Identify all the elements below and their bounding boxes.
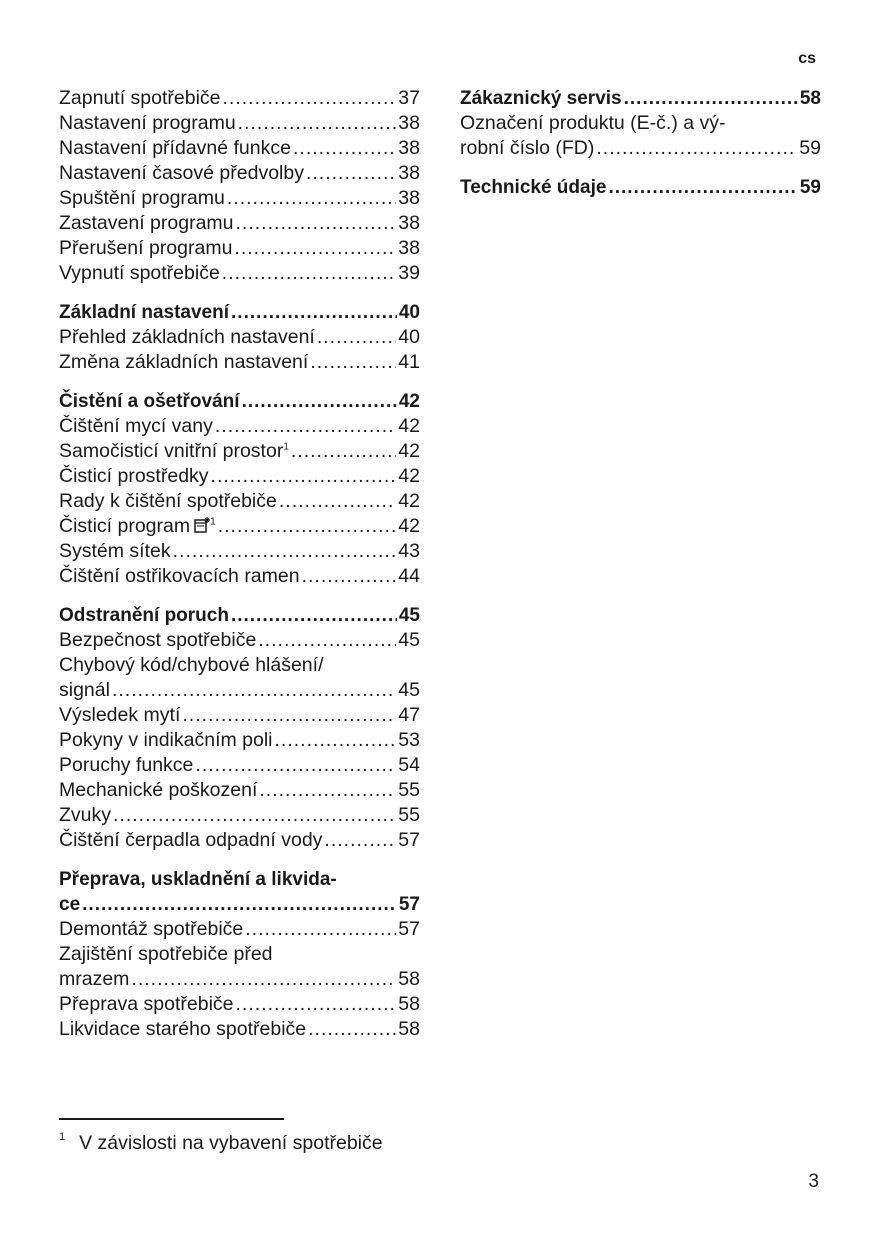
toc-entry-title: [59, 778, 257, 803]
toc-entry[interactable]: [59, 728, 420, 753]
toc-section: [59, 603, 420, 853]
toc-heading-title-text: Odstranění poruch: [59, 605, 229, 626]
dot-leader: [236, 992, 397, 1017]
language-code: cs: [798, 50, 816, 67]
toc-heading-title: [59, 389, 240, 414]
toc-entry-page-number: 44: [398, 565, 420, 587]
toc-section: [59, 867, 420, 1042]
toc-entry[interactable]: [59, 564, 420, 589]
toc-entry[interactable]: [59, 803, 420, 828]
toc-entry-page-number: 38: [398, 162, 420, 184]
toc-entry-page-number: 45: [398, 629, 420, 651]
toc-section: [59, 389, 420, 589]
toc-entry-title-text: Spuštění programu: [59, 187, 225, 209]
toc-entry-title: [59, 86, 221, 111]
toc-entry-page-number: 42: [398, 440, 420, 462]
toc-entry[interactable]: [59, 703, 420, 728]
toc-entry[interactable]: [59, 489, 420, 514]
toc-entry-title-text: Bezpečnost spotřebiče: [59, 629, 257, 651]
machine-care-icon: [194, 515, 210, 531]
toc-entry-page-number: 37: [398, 87, 420, 109]
toc-entry-title-text: Přeprava spotřebiče: [59, 993, 234, 1015]
toc-heading-title: [59, 892, 80, 917]
toc-entry-title: [460, 136, 594, 161]
toc-entry-title-text: Čištění ostřikovacích ramen: [59, 565, 300, 587]
toc-entry-title: [59, 161, 304, 186]
dot-leader: [222, 261, 397, 286]
dot-leader: [231, 603, 397, 628]
toc-left-column: [59, 86, 420, 1056]
toc-heading[interactable]: [460, 86, 821, 111]
toc-entry-title-text: Čištění mycí vany: [59, 415, 213, 437]
dot-leader: [306, 161, 396, 186]
toc-heading-page-number: 59: [799, 177, 821, 198]
toc-entry-title-text: Čisticí program: [59, 515, 191, 537]
toc-heading-title: [460, 175, 606, 200]
toc-entry-title: [59, 439, 289, 464]
dot-leader: [258, 628, 396, 653]
page-number: 3: [808, 1171, 819, 1192]
dot-leader: [242, 389, 397, 414]
toc-entry-title-text: Mechanické poškození: [59, 779, 258, 801]
toc-heading-title-text: Technické údaje: [460, 177, 607, 198]
toc-entry[interactable]: [59, 992, 420, 1017]
dot-leader: [317, 325, 396, 350]
dot-leader: [223, 86, 397, 111]
toc-entry-title-text: Zvuky: [59, 804, 112, 826]
toc-heading[interactable]: [59, 389, 420, 414]
toc-entry-page-number: 43: [398, 540, 420, 562]
toc-entry-title: [59, 111, 236, 136]
toc-entry-page-number: 42: [398, 415, 420, 437]
dot-leader: [218, 514, 397, 539]
toc-entry-title: [59, 628, 256, 653]
toc-entry-title-text: Přehled základních nastavení: [59, 326, 315, 348]
toc-entry-title: [59, 703, 180, 728]
dot-leader: [624, 86, 798, 111]
footnote-divider: [59, 1118, 284, 1120]
toc-entry[interactable]: [59, 261, 420, 286]
toc-entry-page-number: 58: [398, 1018, 420, 1040]
toc-entry-title-text: Nastavení časové předvolby: [59, 162, 304, 184]
toc-heading-page-number: 57: [398, 894, 420, 915]
dot-leader: [112, 678, 396, 703]
toc-entry-title: [59, 1017, 306, 1042]
footnote-text: V závislosti na vybavení spotřebiče: [79, 1132, 383, 1154]
toc-entry-first-line: Chybový kód/chybové hlášení/: [59, 654, 324, 676]
toc-entry[interactable]: [59, 678, 420, 703]
toc-entry[interactable]: [59, 86, 420, 111]
toc-entry-page-number: 58: [398, 968, 420, 990]
toc-entry[interactable]: [460, 136, 821, 161]
toc-entry-title-text: Rady k čištění spotřebiče: [59, 490, 277, 512]
toc-section: [460, 175, 821, 200]
toc-entry-title: [59, 514, 216, 539]
toc-entry[interactable]: [59, 628, 420, 653]
dot-leader: [308, 1017, 396, 1042]
dot-leader: [310, 350, 396, 375]
dot-leader: [302, 564, 397, 589]
toc-entry-title: [59, 539, 171, 564]
footnote: [59, 1131, 383, 1155]
toc-entry-title: [59, 992, 234, 1017]
toc-entry[interactable]: [59, 753, 420, 778]
toc-entry-page-number: 57: [398, 918, 420, 940]
toc-entry[interactable]: [59, 350, 420, 375]
toc-heading[interactable]: [59, 603, 420, 628]
toc-heading-page-number: 40: [398, 302, 420, 323]
toc-entry-page-number: 55: [398, 804, 420, 826]
toc-entry-title: [59, 186, 225, 211]
toc-entry[interactable]: [59, 967, 420, 992]
toc-entry-title-text: Demontáž spotřebiče: [59, 918, 244, 940]
toc-entry[interactable]: [59, 539, 420, 564]
toc-entry-title: [59, 678, 110, 703]
toc-heading-title-text: Zákaznický servis: [460, 88, 622, 109]
toc-entry-page-number: 38: [398, 212, 420, 234]
dot-leader: [211, 464, 397, 489]
toc-entry-title-text: Čisticí prostředky: [59, 465, 209, 487]
toc-entry-page-number: 40: [398, 326, 420, 348]
toc-entry-page-number: 39: [398, 262, 420, 284]
toc-entry-title: [59, 325, 315, 350]
toc-entry-page-number: 38: [398, 237, 420, 259]
toc-entry-title: [59, 464, 209, 489]
toc-heading-title: [59, 603, 229, 628]
dot-leader: [596, 136, 797, 161]
toc-entry-title: [59, 236, 232, 261]
toc-heading[interactable]: [59, 300, 420, 325]
toc-heading-page-number: 45: [398, 605, 420, 626]
toc-entry-page-number: 59: [799, 137, 821, 159]
toc-entry-title: [59, 803, 111, 828]
footnote-reference: 1: [283, 441, 289, 453]
toc-entry-first-line: Zajištění spotřebiče před: [59, 943, 273, 965]
toc-entry[interactable]: [59, 111, 420, 136]
dot-leader: [245, 917, 396, 942]
dot-leader: [259, 778, 396, 803]
toc-heading-title-text: Základní nastavení: [59, 302, 230, 323]
dot-leader: [293, 136, 396, 161]
footnote-reference: 1: [210, 516, 216, 528]
toc-heading-first-line: Přeprava, uskladnění a likvida-: [59, 869, 337, 890]
toc-entry-page-number: 45: [398, 679, 420, 701]
toc-entry-title: [59, 728, 273, 753]
toc-entry-title: [59, 917, 243, 942]
toc-entry[interactable]: [59, 236, 420, 261]
toc-entry[interactable]: [59, 161, 420, 186]
toc-entry[interactable]: [59, 514, 420, 539]
toc-entry-title: [59, 414, 213, 439]
toc-entry-title: [59, 828, 322, 853]
toc-heading[interactable]: [460, 175, 821, 200]
toc-entry[interactable]: [59, 464, 420, 489]
toc-entry-title: [59, 211, 234, 236]
toc-entry-page-number: 42: [398, 490, 420, 512]
toc-entry-page-number: 53: [398, 729, 420, 751]
toc-entry-page-number: 54: [398, 754, 420, 776]
toc-section: [59, 86, 420, 286]
toc-heading-title-text: Čistění a ošetřování: [59, 391, 240, 412]
footnote-mark: 1: [59, 1131, 66, 1143]
toc-entry-page-number: 55: [398, 779, 420, 801]
toc-section: [59, 300, 420, 375]
dot-leader: [182, 703, 396, 728]
toc-entry[interactable]: [59, 439, 420, 464]
toc-entry-page-number: 38: [398, 187, 420, 209]
toc-entry-title: [59, 489, 277, 514]
toc-entry-title: [59, 136, 291, 161]
toc-entry-title-text: Nastavení přídavné funkce: [59, 137, 291, 159]
toc-entry[interactable]: [59, 778, 420, 803]
dot-leader: [173, 539, 397, 564]
toc-entry-page-number: 38: [398, 137, 420, 159]
toc-section: [460, 86, 821, 161]
toc-entry-title-text: Samočisticí vnitřní prostor: [59, 440, 284, 462]
toc-heading-page-number: 58: [799, 88, 821, 109]
toc-entry-title: [59, 967, 129, 992]
toc-entry-title-text: Zapnutí spotřebiče: [59, 87, 221, 109]
toc-entry-title: [59, 564, 300, 589]
toc-entry[interactable]: [59, 211, 420, 236]
dot-leader: [231, 300, 397, 325]
toc-entry[interactable]: [59, 136, 420, 161]
dot-leader: [275, 728, 397, 753]
dot-leader: [324, 828, 396, 853]
toc-entry-title: [59, 753, 193, 778]
toc-heading[interactable]: [59, 892, 420, 917]
toc-right-column: [460, 86, 821, 214]
dot-leader: [279, 489, 396, 514]
toc-entry-title-text: robní číslo (FD): [460, 137, 595, 159]
toc-entry-first-line: Označení produktu (E-č.) a vý-: [460, 112, 726, 134]
toc-entry[interactable]: [59, 186, 420, 211]
toc-entry-title-text: Zastavení programu: [59, 212, 234, 234]
toc-entry[interactable]: [59, 1017, 420, 1042]
dot-leader: [215, 414, 396, 439]
toc-entry-title-text: signál: [59, 679, 110, 701]
toc-entry-title-text: Pokyny v indikačním poli: [59, 729, 273, 751]
toc-entry-page-number: 42: [398, 465, 420, 487]
dot-leader: [236, 211, 397, 236]
dot-leader: [195, 753, 396, 778]
toc-entry[interactable]: [59, 325, 420, 350]
toc-heading-title-text: ce: [59, 894, 81, 915]
toc-entry-title-text: Poruchy funkce: [59, 754, 194, 776]
toc-heading-page-number: 42: [398, 391, 420, 412]
toc-entry-title-text: mrazem: [59, 968, 130, 990]
toc-entry-title-text: Likvidace starého spotřebiče: [59, 1018, 307, 1040]
toc-entry[interactable]: [59, 414, 420, 439]
toc-entry-title-text: Vypnutí spotřebiče: [59, 262, 220, 284]
toc-entry-title-text: Systém sítek: [59, 540, 171, 562]
toc-entry-title: [59, 350, 308, 375]
dot-leader: [113, 803, 396, 828]
toc-entry-page-number: 58: [398, 993, 420, 1015]
dot-leader: [234, 236, 396, 261]
toc-entry-title-text: Změna základních nastavení: [59, 351, 309, 373]
toc-heading-title: [460, 86, 622, 111]
toc-entry[interactable]: [59, 917, 420, 942]
toc-entry-title-text: Výsledek mytí: [59, 704, 181, 726]
toc-entry-page-number: 42: [398, 515, 420, 537]
toc-entry-title-text: Čištění čerpadla odpadní vody: [59, 829, 323, 851]
toc-entry-title-text: Přerušení programu: [59, 237, 233, 259]
dot-leader: [227, 186, 396, 211]
dot-leader: [291, 439, 396, 464]
toc-entry-title-text: Nastavení programu: [59, 112, 236, 134]
dot-leader: [608, 175, 797, 200]
toc-entry-title: [59, 261, 220, 286]
toc-entry-page-number: 41: [398, 351, 420, 373]
dot-leader: [82, 892, 397, 917]
toc-entry-page-number: 47: [398, 704, 420, 726]
toc-entry-page-number: 38: [398, 112, 420, 134]
dot-leader: [131, 967, 396, 992]
toc-entry-page-number: 57: [398, 829, 420, 851]
dot-leader: [238, 111, 397, 136]
toc-entry[interactable]: [59, 828, 420, 853]
toc-heading-title: [59, 300, 229, 325]
